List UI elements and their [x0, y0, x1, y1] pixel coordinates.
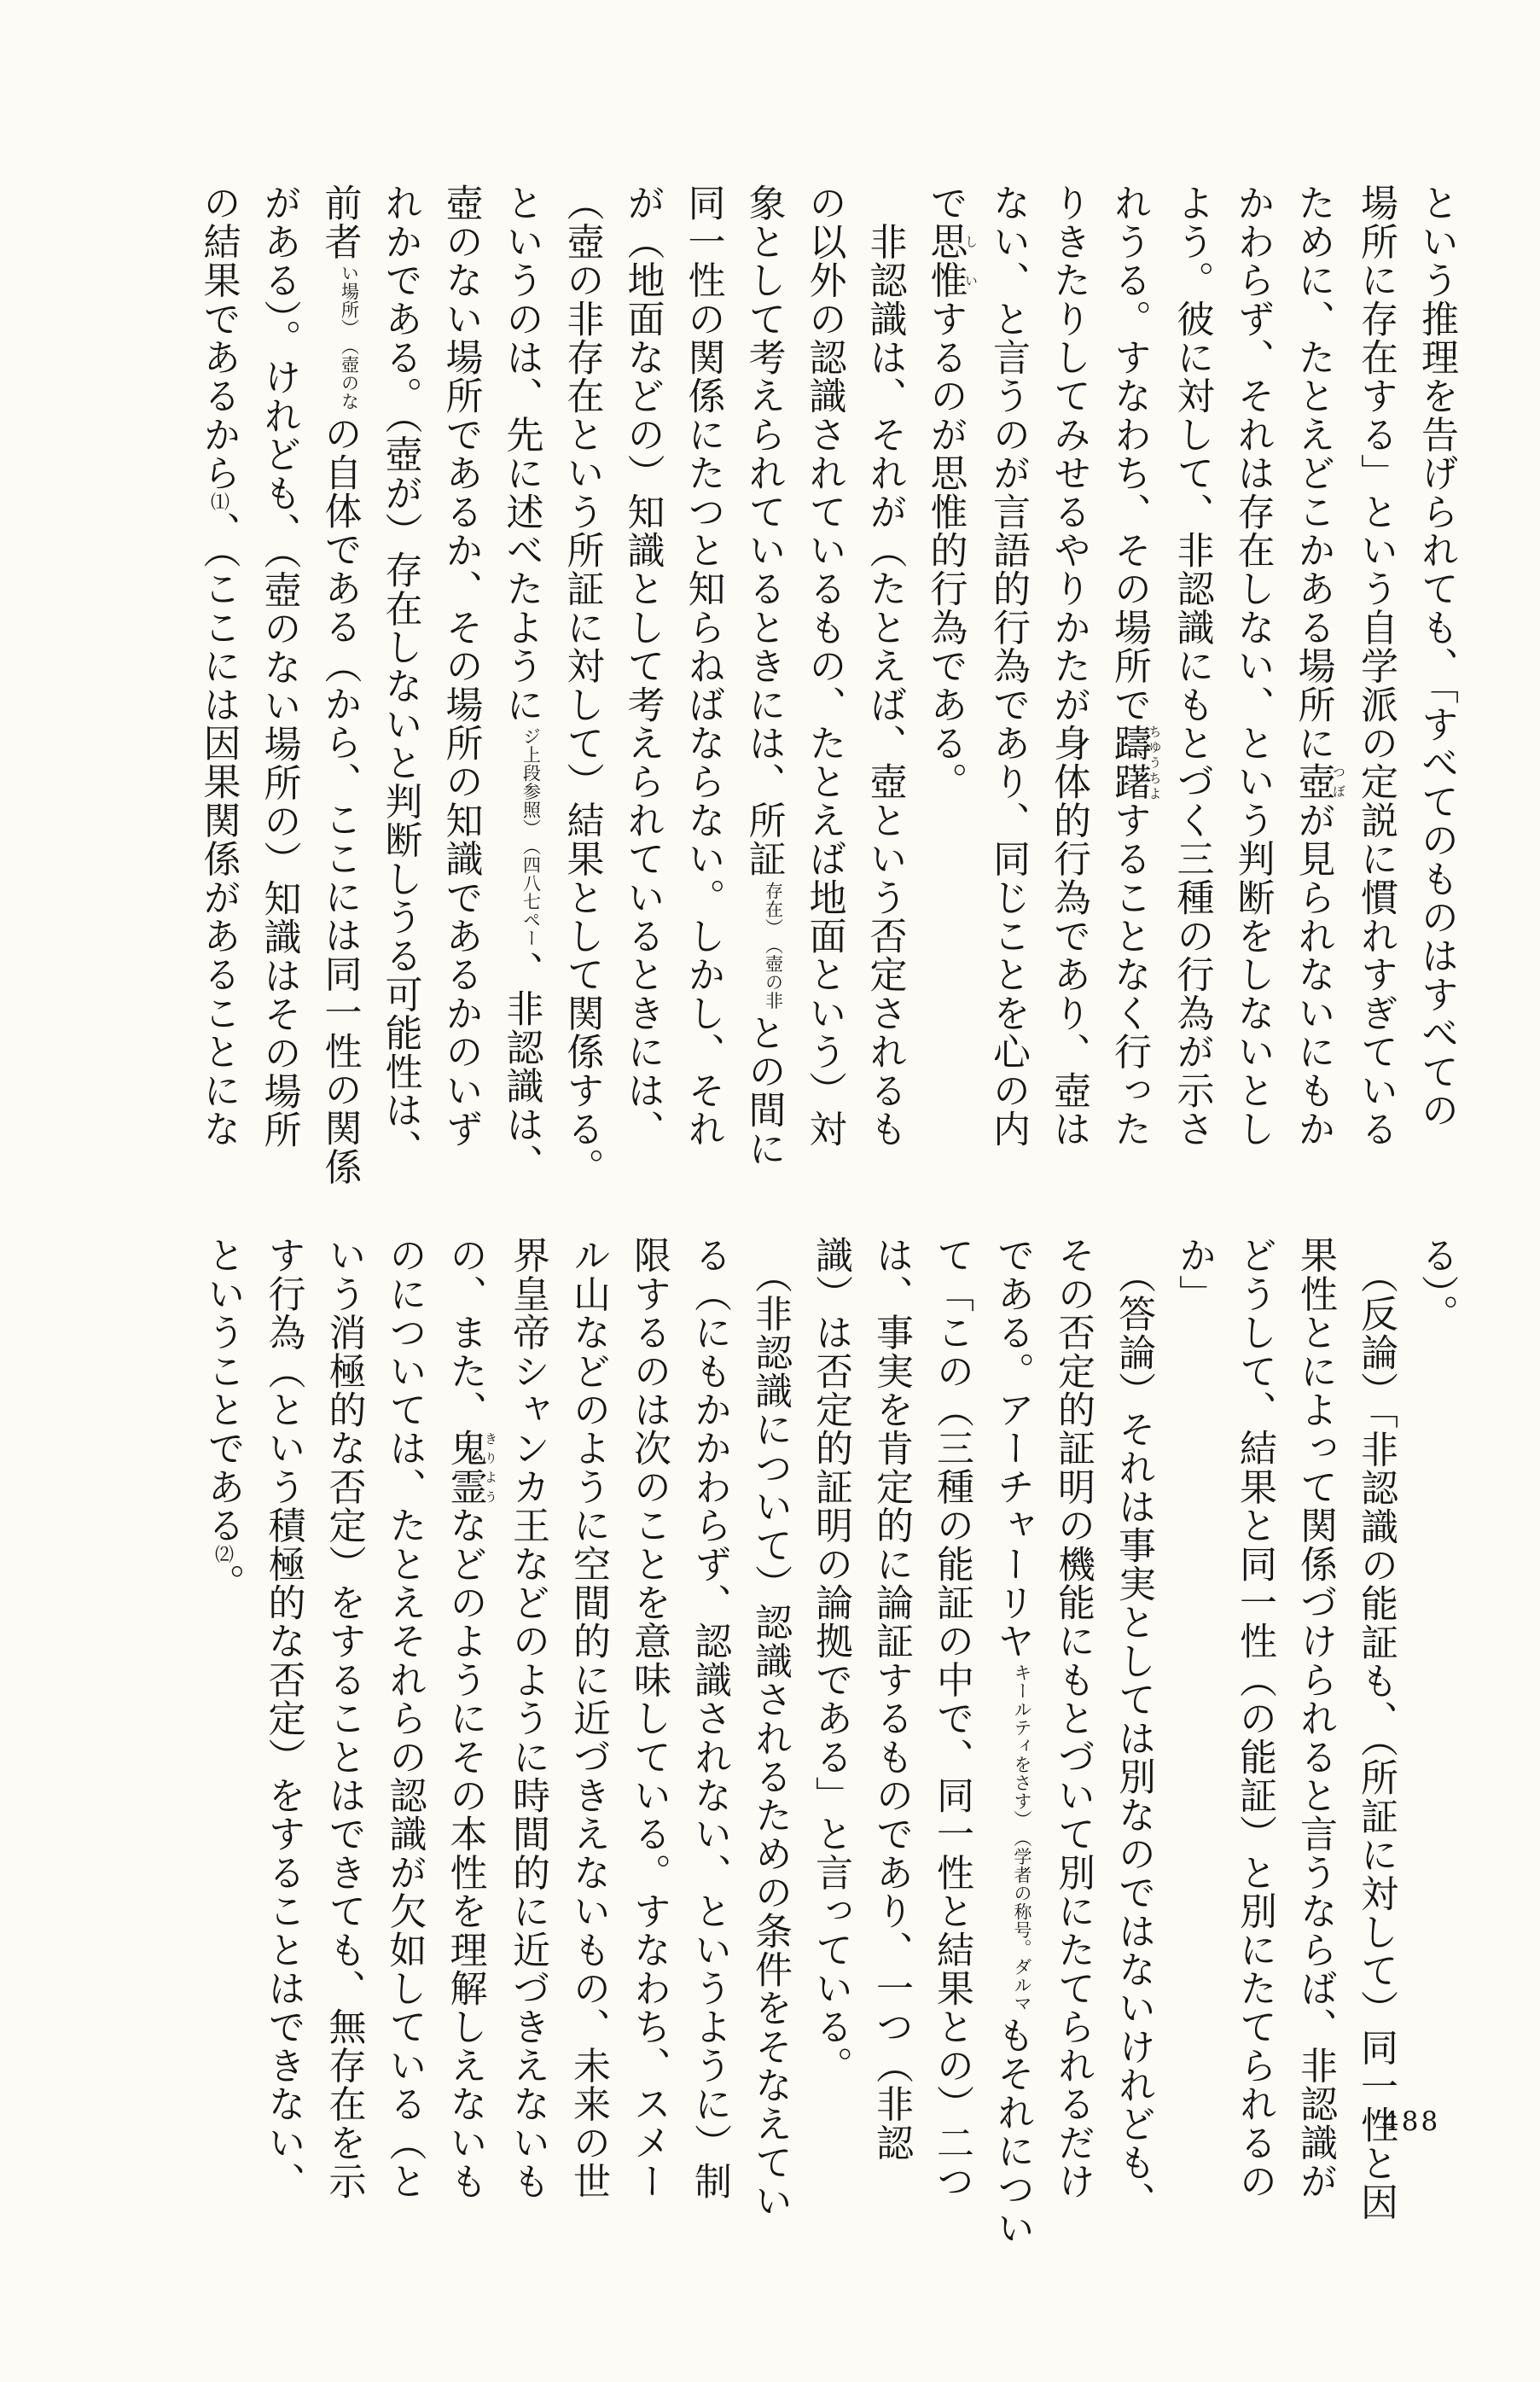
footnote-mark: ⑴ [207, 492, 230, 511]
text-column: が（地面などの）知識として考えられているときには、 [620, 183, 665, 1148]
text-column: 同一性の関係にたつと知らねばならない。しかし、それ [681, 183, 725, 1148]
text-column: いう消極的な否定）をすることはできても、無存在を示 [322, 1236, 366, 2200]
text-column: という推理を告げられても、「すべてのものはすべての [1415, 183, 1458, 1129]
furigana-term: 壺つぼ [1291, 762, 1346, 801]
page-number: 488 [1382, 2106, 1441, 2137]
warichu-inline-note: （壺のな い場所） [339, 264, 360, 411]
text-column: で思惟しいするのが思惟的行為である。 [923, 183, 979, 801]
warichu-inline-note: （壺の非 存在） [763, 881, 784, 1010]
text-column: （壺の非存在という所証に対して）結果として関係する。 [560, 183, 604, 1187]
text-column: る）。 [1415, 1236, 1458, 1333]
text-column: （反論）「非認識の能証も、（所証に対して）同一性と因 [1354, 1236, 1398, 2222]
footnote-mark: ⑵ [212, 1544, 234, 1564]
text-column: よう。彼に対して、非認識にもとづく三種の行為が示さ [1170, 183, 1214, 1148]
text-column: である。アーチャーリヤ （学者の称号。ダルマ キールティをさす） もそれについ [991, 1236, 1034, 2247]
text-column: の結果であるから⑴、（ここには因果関係があることにな [196, 183, 241, 1149]
text-column: れかである。（壺が）存在しないと判断しうる可能性は、 [378, 183, 422, 1168]
furigana-term: 思惟しい [923, 222, 979, 300]
text-column: （答論）それは事実としては別なのではないけれども、 [1112, 1236, 1155, 2221]
text-column: ということである⑵。 [200, 1236, 245, 1602]
text-column: 象として考えられているときには、所証 （壺の非 存在） との間に [741, 183, 786, 1168]
text-column: のについては、たとえそれらの認識が欠如している（と [382, 1236, 427, 2200]
furigana-term: 鬼霊きりよう [443, 1429, 498, 1506]
text-column: す行為（という積極的な否定）をすることはできない、 [261, 1236, 305, 2200]
text-column: 非認識は、それが（たとえば、壺という否定されるも [863, 183, 907, 1148]
text-column: 前者 （壺のな い場所） の自体である（から、ここには同一性の関係 [317, 183, 362, 1186]
warichu-inline-note: （学者の称号。ダルマ キールティをさす） [1012, 1663, 1032, 2012]
text-column: （非認識について）認識されるための条件をそなえてい [748, 1236, 792, 2221]
text-column: 果性とによって関係づけられると言うならば、非認識が [1293, 1236, 1337, 2200]
text-column: か」 [1172, 1236, 1216, 1313]
text-block-lower [193, 1236, 1467, 2256]
text-column: がある）。けれども、（壺のない場所の）知識はその場所 [257, 183, 301, 1150]
text-column: りきたりしてみせるやりかたが身体的行為であり、壺は [1047, 183, 1090, 1148]
warichu-inline-note: （四八七ペー ジ上段参照） [520, 726, 542, 947]
text-column: は、事実を肯定的に論証するものであり、一つ（非認 [869, 1236, 913, 2162]
text-column: の、また、鬼霊きりようなどのようにその本性を理解しえないも [443, 1236, 498, 2201]
text-column: ない、と言うのが言語的行為であり、同じことを心の内 [986, 183, 1030, 1148]
text-column: て「この（三種の能証の中で、同一性と結果との）二つ [930, 1236, 973, 2200]
text-column: 識）は否定的証明の論拠である」と言っている。 [809, 1236, 852, 2085]
text-column: どうして、結果と同一性（の能証）と別にたてられるの [1233, 1236, 1276, 2200]
text-column: ル山などのように空間的に近づきえないもの、未来の世 [567, 1236, 610, 2200]
furigana-term: 躊躇ちゆうちよ [1107, 723, 1163, 801]
text-column: というのは、先に述べたように （四八七ペー ジ上段参照） 、非認識は、 [499, 183, 543, 1183]
text-column: 限するのは次のことを意味している。すなわち、スメー [627, 1236, 671, 2200]
text-column: ために、たとえどこかある場所に壺つぼが見られないにもか [1291, 183, 1346, 1149]
text-column: その否定的証明の機能にもとづいて別にたてられるだけ [1051, 1236, 1095, 2200]
text-column: かわらず、それは存在しない、という判断をしないとし [1230, 183, 1275, 1148]
text-column: 場所に存在する」という自学派の定説に慣れすぎている [1354, 183, 1398, 1148]
text-column: れうる。すなわち、その場所で躊躇ちゆうちよすることなく行った [1107, 183, 1163, 1149]
text-column: の以外の認識されているもの、たとえば地面という）対 [802, 183, 846, 1148]
text-block-upper [189, 183, 1467, 1203]
text-column: 界皇帝シャンカ王などのように時間的に近づきえないも [506, 1236, 549, 2200]
text-column: 壺のない場所であるか、その場所の知識であるかのいず [439, 183, 483, 1148]
text-column: る（にもかかわらず、認識されない、というように）制 [688, 1236, 731, 2200]
